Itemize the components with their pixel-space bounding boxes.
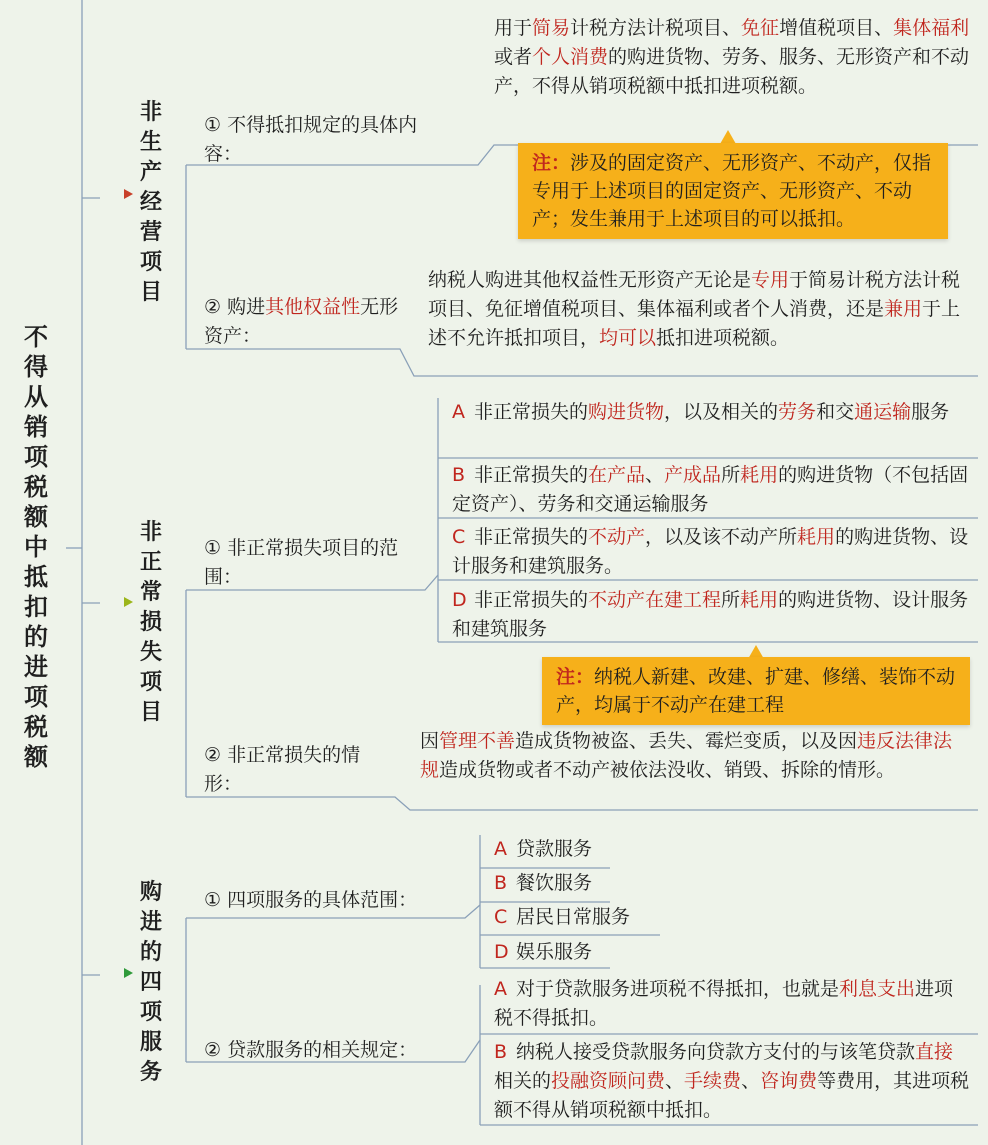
highlight-text: 专用 (751, 269, 790, 291)
body-text: 纳税人接受贷款服务向贷款方支付的与该笔贷款 (516, 1041, 916, 1063)
highlight-text: 产成品 (664, 464, 722, 486)
body-text: 贷款服务 (516, 838, 593, 860)
highlight-text: 耗用 (797, 526, 836, 548)
leaf-item (494, 869, 794, 898)
body-text: 居民日常服务 (516, 906, 631, 928)
leaf-item (494, 938, 794, 967)
body-text: 的购进货物（不包括固定资产）、劳务和交通运输服务 (452, 464, 969, 515)
leaf-item (452, 461, 972, 519)
highlight-text: 投融资顾问费 (551, 1070, 666, 1092)
leaf-item (494, 1038, 970, 1125)
flag-icon (124, 597, 133, 607)
branch-label: 非生产经营项目 (139, 100, 162, 305)
highlight-text: 直接 (915, 1041, 954, 1063)
leaf-item (494, 903, 794, 932)
leaf-item (452, 523, 972, 581)
item-marker: C (494, 906, 508, 928)
item-marker: A (494, 838, 507, 860)
highlight-text: 管理不善 (439, 730, 516, 752)
body-text: 用于 (494, 17, 533, 39)
body-text: 非正常损失的 (474, 589, 589, 611)
highlight-text: 集体福利 (893, 17, 970, 39)
leaf-item (494, 975, 970, 1033)
highlight-text: 不动产在建工程 (588, 589, 722, 611)
leaf-item (452, 398, 972, 427)
root-node: 不得从销项税额中抵扣的进项税额 (24, 323, 48, 771)
body-text: 相关的 (494, 1070, 552, 1092)
highlight-text: 兼用 (884, 298, 923, 320)
body-text: 进项税不得抵扣。 (494, 978, 954, 1029)
flag-icon (124, 189, 133, 199)
body-text: 、 (741, 1070, 761, 1092)
note-pointer (720, 130, 736, 144)
body-text: 于简易计税方法计税项目、免征增值税项目、集体福利或者个人消费，还是 (428, 269, 961, 320)
highlight-text: 咨询费 (760, 1070, 818, 1092)
item-marker: A (494, 978, 507, 1000)
body-text: 的购进货物、设计服务和建筑服务 (452, 589, 969, 640)
sub-node: ② 购进其他权益性无形资产： (204, 296, 399, 347)
body-text: 造成货物被盗、丢失、霉烂变质，以及因 (515, 730, 858, 752)
body-text: 、 (665, 1070, 685, 1092)
body-text: ，以及相关的 (664, 401, 779, 423)
body-text: 非正常损失的 (474, 464, 589, 486)
body-text: 服务 (911, 401, 950, 423)
leaf-text (428, 266, 968, 353)
body-text: 、 (645, 464, 665, 486)
body-text: ，以及该不动产所 (645, 526, 798, 548)
highlight-text: 手续费 (684, 1070, 742, 1092)
note-box: 注：纳税人新建、改建、扩建、修缮、装饰不动产，均属于不动产在建工程 (542, 657, 970, 725)
sub-node: ② 非正常损失的情形： (204, 744, 361, 795)
highlight-text: 耗用 (740, 589, 779, 611)
sub-node: ① 不得抵扣规定的具体内容： (204, 114, 418, 165)
sub-node: ② 贷款服务的相关规定： (204, 1039, 418, 1061)
highlight-text: 通运输 (854, 401, 912, 423)
leaf-item (452, 586, 972, 644)
leaf-text (420, 727, 968, 785)
body-text: 增值税项目、 (779, 17, 894, 39)
highlight-text: 个人消费 (532, 46, 609, 68)
body-text: 计税方法计税项目、 (570, 17, 742, 39)
item-marker: A (452, 401, 465, 423)
item-marker: B (494, 872, 508, 894)
body-text: 造成货物或者不动产被依法没收、销毁、拆除的情形。 (439, 759, 896, 781)
body-text: 所 (721, 589, 741, 611)
branch-label: 购进的四项服务 (139, 880, 162, 1085)
body-text: 的购进货物、设计服务和建筑服务。 (452, 526, 969, 577)
body-text: 所 (721, 464, 741, 486)
branch-label: 非正常损失项目 (139, 520, 162, 725)
body-text: 的购进货物、劳务、服务、无形资产和不动产，不得从销项税额中抵扣进项税额。 (494, 46, 970, 97)
body-text: 非正常损失的 (474, 401, 589, 423)
body-text: 纳税人购进其他权益性无形资产无论是 (428, 269, 752, 291)
item-marker: C (452, 526, 466, 548)
item-marker: B (452, 464, 466, 486)
body-text: 等费用，其进项税额不得从销项税额中抵扣。 (494, 1070, 970, 1121)
highlight-text: 简易 (532, 17, 571, 39)
highlight-text: 购进货物 (588, 401, 665, 423)
body-text: 因 (420, 730, 440, 752)
highlight-text: 利息支出 (839, 978, 916, 1000)
body-text: 餐饮服务 (516, 872, 593, 894)
leaf-text (494, 14, 974, 101)
item-marker: D (452, 589, 467, 611)
body-text: 或者 (494, 46, 533, 68)
flag-icon (124, 968, 133, 978)
highlight-text: 违反法律法规 (420, 730, 953, 781)
note-box: 注：涉及的固定资产、无形资产、不动产，仅指专用于上述项目的固定资产、无形资产、不动产；发生兼用于上述项目的可以抵扣。 (518, 143, 948, 239)
item-marker: D (494, 941, 509, 963)
body-text: 和交 (816, 401, 855, 423)
highlight-text: 劳务 (778, 401, 817, 423)
highlight-text: 在产品 (588, 464, 646, 486)
item-marker: B (494, 1041, 508, 1063)
body-text: 于上述不允许抵扣项目， (428, 298, 961, 349)
sub-node: ① 非正常损失项目的范围： (204, 537, 399, 588)
body-text: 抵扣进项税额。 (656, 327, 790, 349)
body-text: 非正常损失的 (474, 526, 589, 548)
highlight-text: 耗用 (740, 464, 779, 486)
highlight-text: 均可以 (599, 327, 657, 349)
leaf-item (494, 835, 794, 864)
highlight-text: 不动产 (588, 526, 646, 548)
highlight-text: 免征 (741, 17, 780, 39)
sub-node: ① 四项服务的具体范围： (204, 889, 418, 911)
body-text: 对于贷款服务进项税不得抵扣，也就是 (516, 978, 840, 1000)
body-text: 娱乐服务 (516, 941, 593, 963)
